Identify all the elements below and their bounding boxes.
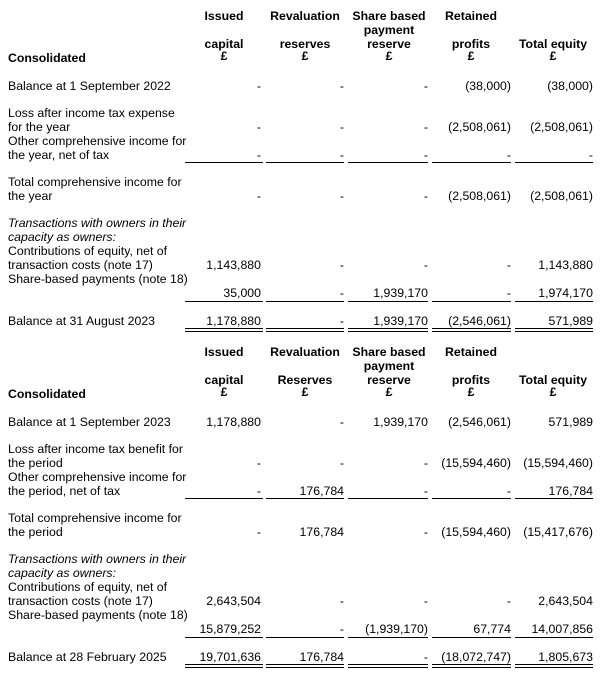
cell-value: - (256, 120, 261, 134)
col-header-issued: Issued (204, 9, 244, 23)
cell-value: - (423, 189, 428, 203)
cell-value: 15,879,252 (199, 622, 261, 636)
cell-value: 14,007,856 (531, 622, 593, 636)
cell-value: (15,594,460) (523, 456, 593, 470)
row-label: Contributions of equity, net of transaction costs (note 17) (8, 580, 168, 608)
row-label: Other comprehensive income for the year, net of tax (8, 134, 187, 162)
cell-value: (2,546,061) (448, 415, 511, 429)
currency-symbol: £ (385, 385, 393, 399)
row-label: Share-based payments (note 18) (8, 272, 188, 286)
subtotal-rule (515, 498, 593, 499)
cell-value: 1,805,673 (538, 650, 593, 664)
cell-value: 67,774 (473, 622, 511, 636)
total-double-rule (348, 664, 428, 668)
subtotal-rule (348, 162, 428, 163)
subtotal-rule (266, 498, 344, 499)
subtotal-rule (185, 162, 263, 163)
col-header-share-based: Share based (352, 345, 426, 359)
cell-value: - (423, 484, 428, 498)
cell-value: - (256, 79, 261, 93)
subtotal-rule (266, 301, 344, 302)
col-header-payment: payment (363, 23, 415, 37)
cell-value: - (339, 258, 344, 272)
cell-value: 2,643,504 (538, 594, 593, 608)
subtotal-rule (185, 301, 263, 302)
total-double-rule (348, 328, 428, 332)
col-header-share-based: Share based (352, 9, 426, 23)
cell-value: - (339, 415, 344, 429)
subtotal-rule (515, 637, 593, 638)
col-header-payment: payment (363, 359, 415, 373)
cell-value: (18,072,747) (441, 650, 511, 664)
total-double-rule (266, 664, 344, 668)
cell-value: 176,784 (548, 484, 593, 498)
cell-value: - (423, 79, 428, 93)
cell-value: 1,974,170 (538, 286, 593, 300)
currency-symbol: £ (220, 385, 228, 399)
cell-value: - (423, 650, 428, 664)
row-label: Other comprehensive income for the period, net of tax (8, 470, 187, 498)
currency-symbol: £ (301, 49, 309, 63)
cell-value: - (339, 456, 344, 470)
total-double-rule (432, 328, 511, 332)
subtotal-rule (185, 637, 263, 638)
col-header-capital: capital (204, 37, 244, 51)
cell-value: (15,417,676) (523, 525, 593, 539)
cell-value: - (506, 594, 511, 608)
cell-value: 176,784 (299, 484, 344, 498)
subtotal-rule (185, 498, 263, 499)
cell-value: 1,939,170 (373, 314, 428, 328)
cell-value: - (588, 148, 593, 162)
cell-value: - (256, 456, 261, 470)
row-label: Balance at 28 February 2025 (8, 650, 167, 664)
section-label: Consolidated (8, 51, 86, 65)
cell-value: - (423, 525, 428, 539)
total-double-rule (515, 664, 593, 668)
cell-value: 176,784 (299, 525, 344, 539)
subtotal-rule (432, 301, 511, 302)
cell-value: (38,000) (547, 79, 593, 93)
cell-value: - (256, 148, 261, 162)
row-label: Total comprehensive income for the year (8, 175, 182, 203)
cell-value: (2,508,061) (448, 120, 511, 134)
row-label: Transactions with owners in their capacity as owners: (8, 552, 187, 580)
currency-symbol: £ (220, 49, 228, 63)
total-double-rule (432, 664, 511, 668)
col-header-profits: profits (451, 373, 491, 387)
cell-value: (2,508,061) (530, 120, 593, 134)
cell-value: (15,594,460) (441, 456, 511, 470)
currency-symbol: £ (467, 385, 475, 399)
col-header-retained: Retained (445, 9, 497, 23)
cell-value: - (339, 314, 344, 328)
row-label: Loss after income tax expense for the year (8, 106, 175, 134)
cell-value: 1,143,880 (206, 258, 261, 272)
cell-value: - (423, 148, 428, 162)
col-header-reserve: reserve (367, 37, 411, 51)
cell-value: 571,989 (548, 415, 593, 429)
cell-value: - (506, 484, 511, 498)
cell-value: - (506, 286, 511, 300)
cell-value: - (423, 258, 428, 272)
cell-value: (15,594,460) (441, 525, 511, 539)
cell-value: 2,643,504 (206, 594, 261, 608)
cell-value: 35,000 (223, 286, 261, 300)
subtotal-rule (348, 301, 428, 302)
currency-symbol: £ (301, 385, 309, 399)
cell-value: - (339, 286, 344, 300)
cell-value: 571,989 (548, 314, 593, 328)
total-double-rule (185, 328, 263, 332)
col-header-reserve: reserve (367, 373, 411, 387)
cell-value: 1,939,170 (373, 286, 428, 300)
total-double-rule (266, 328, 344, 332)
cell-value: (2,508,061) (530, 189, 593, 203)
section-label: Consolidated (8, 387, 86, 401)
currency-symbol: £ (549, 385, 557, 399)
cell-value: - (256, 189, 261, 203)
cell-value: - (339, 120, 344, 134)
row-label: Contributions of equity, net of transaction costs (note 17) (8, 244, 168, 272)
cell-value: - (339, 189, 344, 203)
subtotal-rule (432, 162, 511, 163)
subtotal-rule (515, 301, 593, 302)
cell-value: - (339, 594, 344, 608)
col-header-reserves: Reserves (277, 373, 333, 387)
cell-value: 1,178,880 (206, 314, 261, 328)
subtotal-rule (515, 162, 593, 163)
cell-value: - (423, 456, 428, 470)
cell-value: (2,546,061) (448, 314, 511, 328)
cell-value: 1,178,880 (206, 415, 261, 429)
subtotal-rule (432, 498, 511, 499)
subtotal-rule (266, 162, 344, 163)
cell-value: - (423, 120, 428, 134)
subtotal-rule (348, 498, 428, 499)
cell-value: 176,784 (299, 650, 344, 664)
cell-value: (1,939,170) (365, 622, 428, 636)
cell-value: - (423, 594, 428, 608)
cell-value: (2,508,061) (448, 189, 511, 203)
col-header-total-equity: Total equity (518, 373, 588, 387)
row-label: Transactions with owners in their capacity as owners: (8, 216, 187, 244)
cell-value: - (506, 258, 511, 272)
cell-value: - (339, 148, 344, 162)
subtotal-rule (432, 637, 511, 638)
col-header-retained: Retained (445, 345, 497, 359)
cell-value: 1,939,170 (373, 415, 428, 429)
currency-symbol: £ (385, 49, 393, 63)
currency-symbol: £ (549, 49, 557, 63)
col-header-revaluation: Revaluation (270, 345, 340, 359)
cell-value: - (256, 484, 261, 498)
cell-value: 19,701,636 (199, 650, 261, 664)
col-header-total-equity: Total equity (518, 37, 588, 51)
col-header-revaluation: Revaluation (270, 9, 340, 23)
col-header-reserves: reserves (279, 37, 331, 51)
row-label: Balance at 1 September 2022 (8, 79, 171, 93)
cell-value: - (506, 148, 511, 162)
currency-symbol: £ (467, 49, 475, 63)
row-label: Balance at 1 September 2023 (8, 415, 171, 429)
row-label: Total comprehensive income for the period (8, 511, 182, 539)
cell-value: 1,143,880 (538, 258, 593, 272)
col-header-profits: profits (451, 37, 491, 51)
col-header-issued: Issued (204, 345, 244, 359)
total-double-rule (185, 664, 263, 668)
cell-value: (38,000) (465, 79, 511, 93)
col-header-capital: capital (204, 373, 244, 387)
cell-value: - (256, 525, 261, 539)
row-label: Share-based payments (note 18) (8, 608, 188, 622)
row-label: Balance at 31 August 2023 (8, 314, 155, 328)
cell-value: - (339, 79, 344, 93)
cell-value: - (339, 622, 344, 636)
subtotal-rule (266, 637, 344, 638)
row-label: Loss after income tax benefit for the period (8, 442, 183, 470)
subtotal-rule (348, 637, 428, 638)
total-double-rule (515, 328, 593, 332)
